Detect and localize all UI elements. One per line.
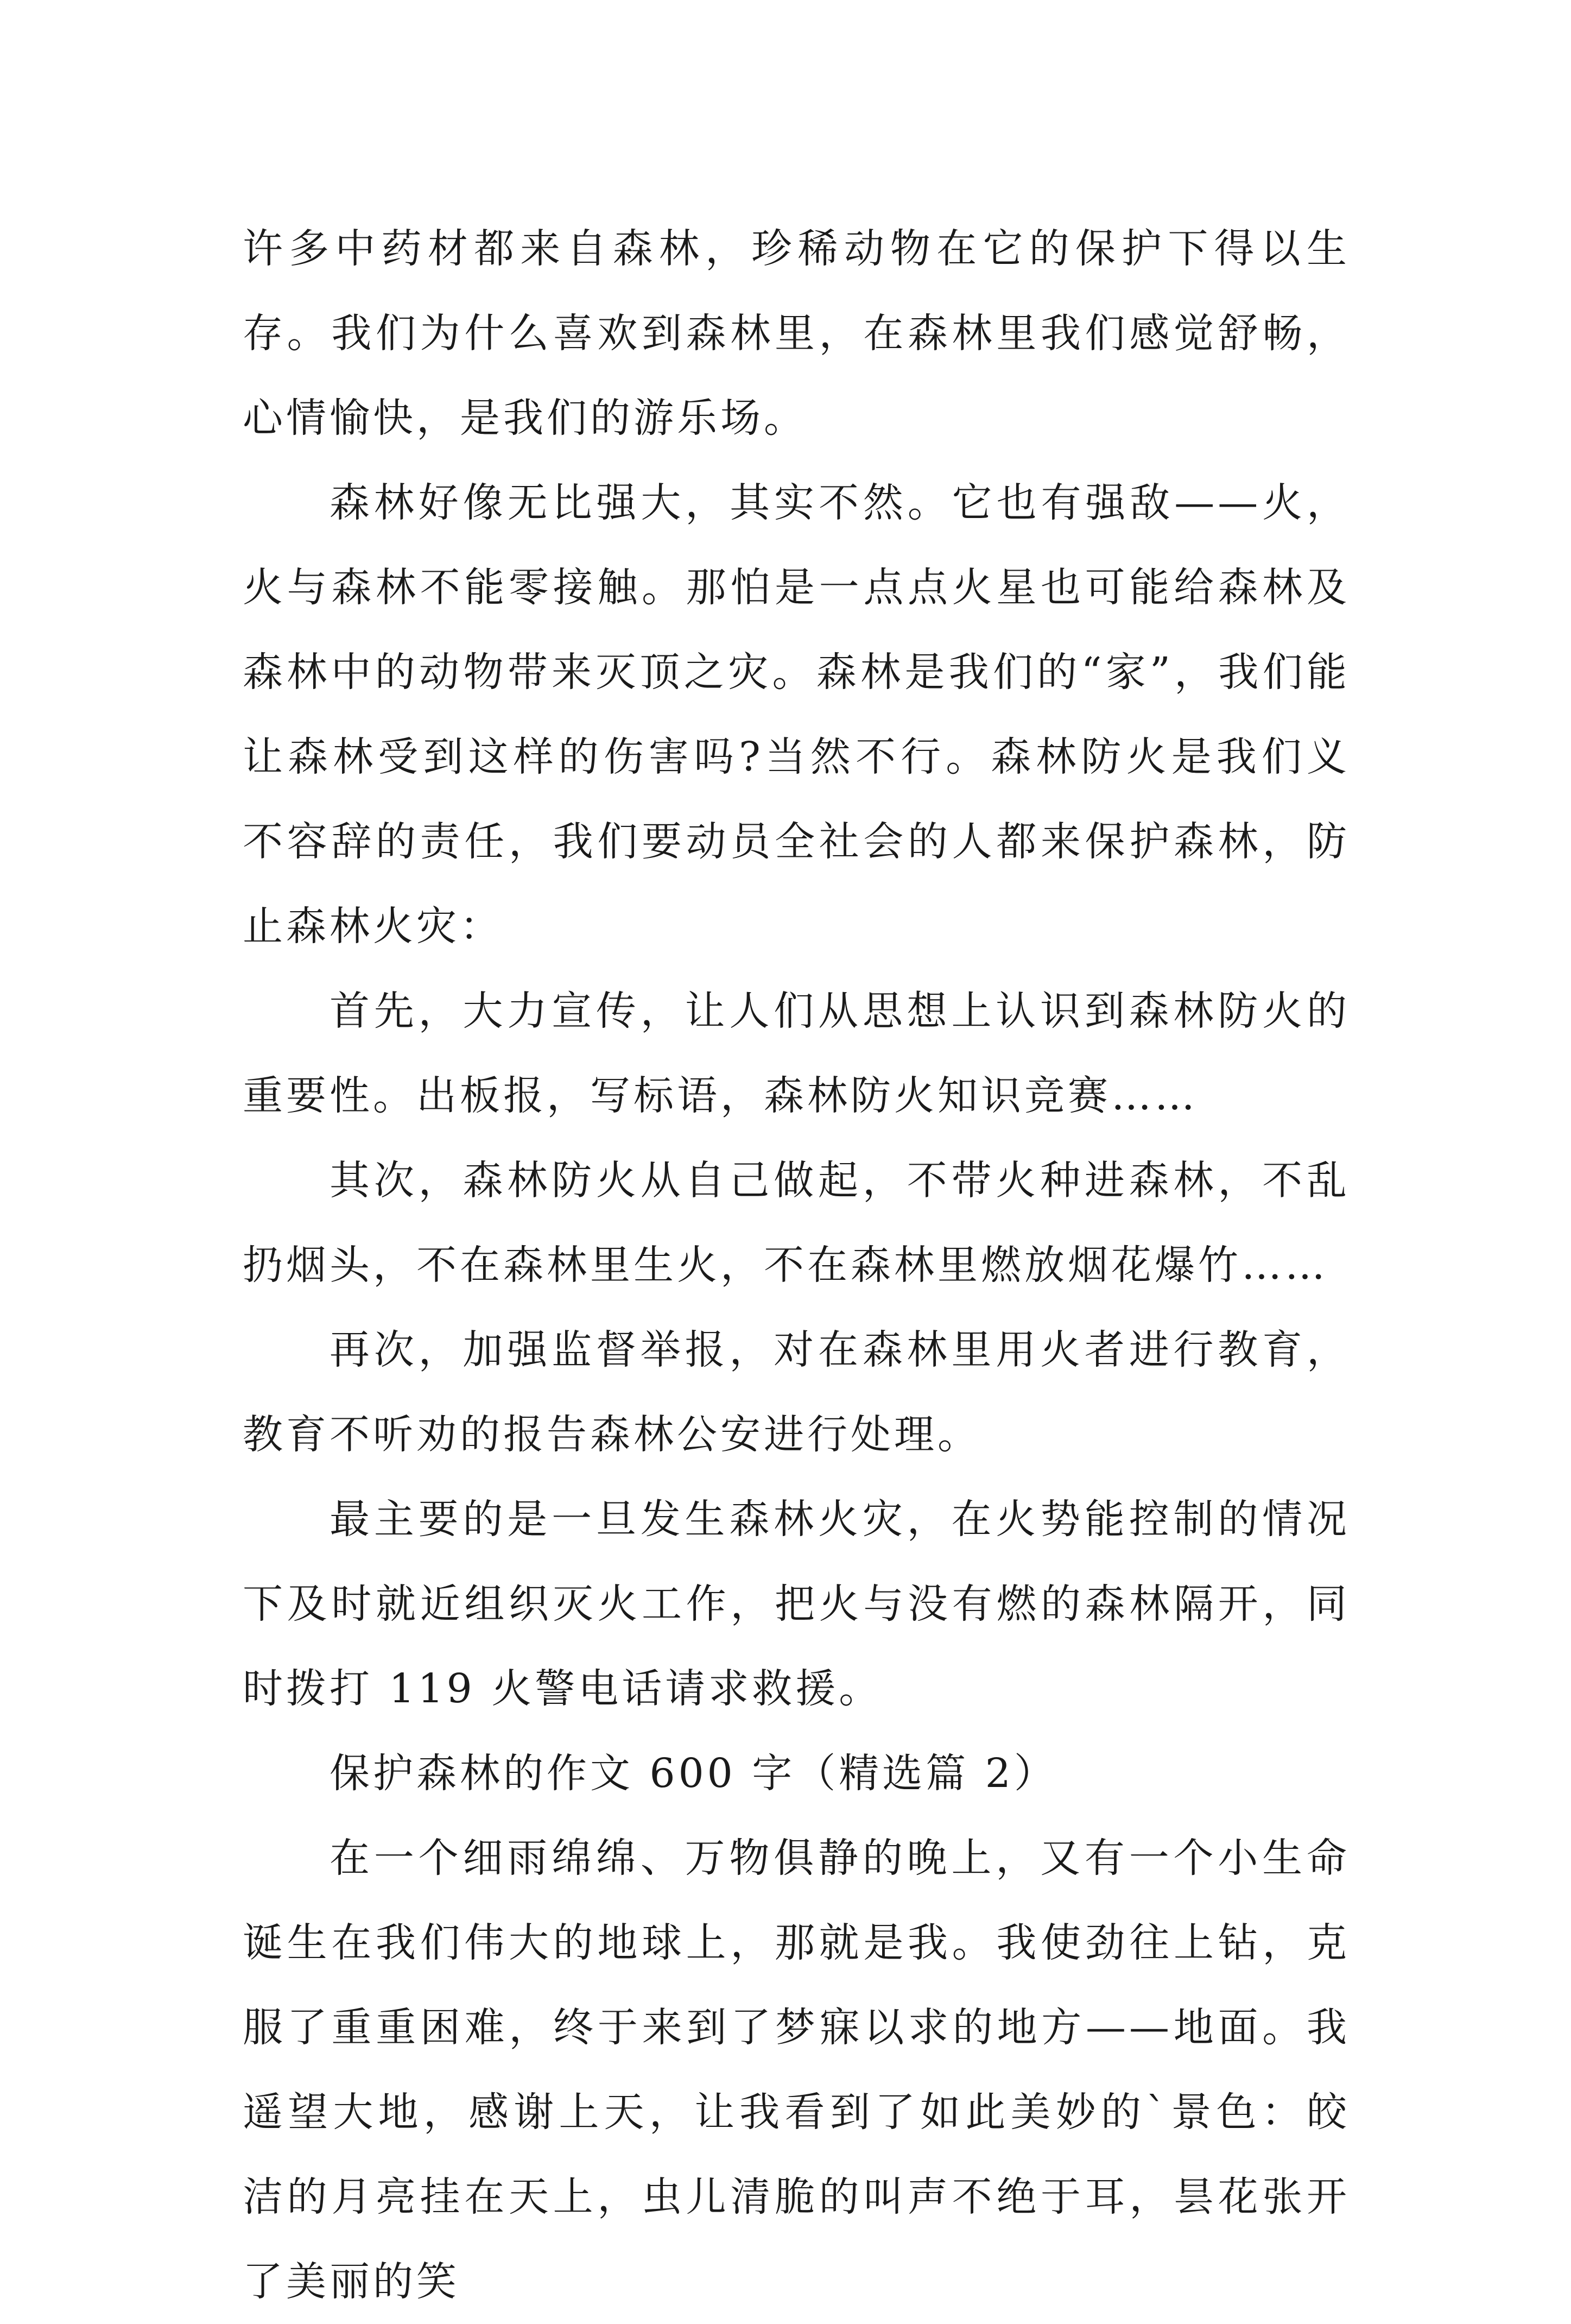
- paragraph-forest-benefits: 许多中药材都来自森林，珍稀动物在它的保护下得以生存。我们为什么喜欢到森林里，在森林里我们感觉舒畅，心情愉快，是我们的游乐场。: [243, 225, 1350, 441]
- document-body: [243, 206, 1350, 2324]
- paragraph-third-measure: 再次，加强监督举报，对在森林里用火者进行教育，教育不听劝的报告森林公安进行处理。: [243, 1327, 1350, 1458]
- paragraph-most-important: 最主要的是一旦发生森林火灾，在火势能控制的情况下及时就近组织灭火工作，把火与没有燃的森林隔开，同时拨打 119 火警电话请求救援。: [243, 1496, 1350, 1712]
- paragraph-essay-two-opening: 在一个细雨绵绵、万物俱静的晚上，又有一个小生命诞生在我们伟大的地球上，那就是我。我使劲往上钻，克服了重重困难，终于来到了梦寐以求的地方——地面。我遥望大地，感谢上天，让我看到了如此美妙的`景色：皎洁的月亮挂在天上，虫儿清脆的叫声不绝于耳，昙花张开了美丽的笑: [243, 1835, 1350, 2305]
- paragraph-first-measure: 首先，大力宣传，让人们从思想上认识到森林防火的重要性。出板报，写标语，森林防火知识竞赛……: [243, 988, 1350, 1119]
- paragraph-second-measure: 其次，森林防火从自己做起，不带火种进森林，不乱扔烟头，不在森林里生火，不在森林里燃放烟花爆竹……: [243, 1157, 1350, 1289]
- section-heading: 保护森林的作文 600 字（精选篇 2）: [330, 1750, 1057, 1797]
- paragraph-fire-threat: 森林好像无比强大，其实不然。它也有强敌——火，火与森林不能零接触。那怕是一点点火星也可能给森林及森林中的动物带来灭顶之灾。森林是我们的“家”，我们能让森林受到这样的伤害吗?当然不行。森林防火是我们义不容辞的责任，我们要动员全社会的人都来保护森林，防止森林火灾：: [243, 479, 1350, 950]
